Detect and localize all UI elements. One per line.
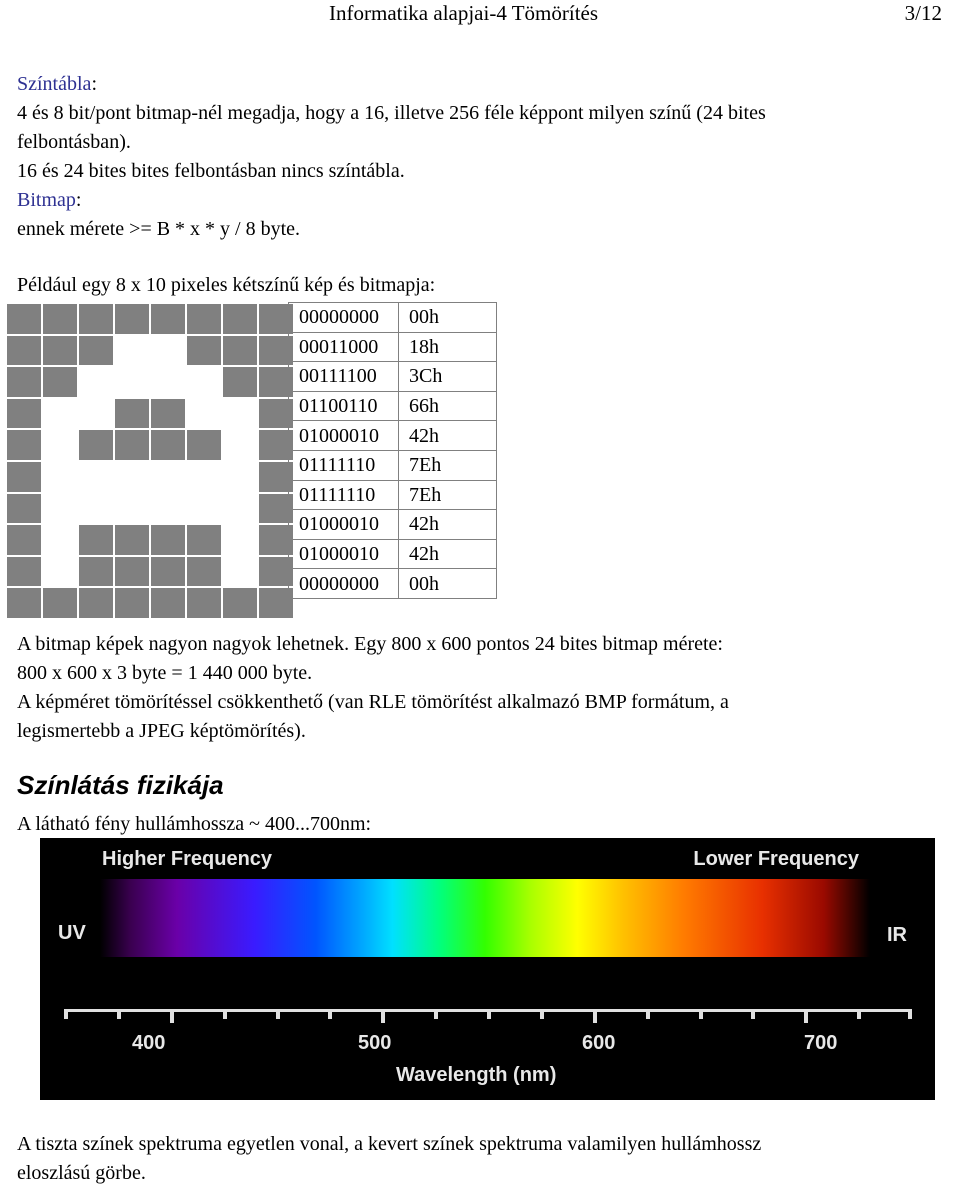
pixel-cell [78, 493, 114, 525]
hex-cell: 3Ch [399, 362, 497, 392]
pixel-cell [150, 461, 186, 493]
pixel-cell [222, 429, 258, 461]
axis-tick [487, 1009, 491, 1019]
pixel-cell [6, 556, 42, 588]
binary-cell: 01000010 [289, 421, 399, 451]
pixel-cell [186, 335, 222, 367]
axis-tick [276, 1009, 280, 1019]
axis-tick [646, 1009, 650, 1019]
hex-cell: 7Eh [399, 450, 497, 480]
pixel-cell [78, 587, 114, 619]
closing-line-1: A tiszta színek spektruma egyetlen vonal, a kevert színek spektruma valamilyen hullámhossz [17, 1133, 762, 1155]
tick-label-400: 400 [132, 1032, 166, 1054]
axis-tick [751, 1009, 755, 1019]
pixel-cell [6, 587, 42, 619]
pixel-cell [186, 429, 222, 461]
pixel-cell [150, 524, 186, 556]
pixel-cell [150, 587, 186, 619]
pixel-cell [114, 461, 150, 493]
pixel-cell [114, 587, 150, 619]
pixel-row [6, 398, 294, 430]
axis-tick [381, 1009, 385, 1023]
after-line-2: 800 x 600 x 3 byte = 1 440 000 byte. [17, 662, 313, 684]
table-row [289, 510, 497, 540]
table-row [289, 303, 497, 333]
table-row [289, 569, 497, 599]
axis-tick [170, 1009, 174, 1023]
pixel-row [6, 587, 294, 619]
hex-cell: 7Eh [399, 480, 497, 510]
table-row [289, 332, 497, 362]
axis-tick [699, 1009, 703, 1019]
pixel-cell [222, 493, 258, 525]
bitmap-table [288, 302, 497, 599]
palette-line-1: 4 és 8 bit/pont bitmap-nél megadja, hogy a 16, illetve 256 féle képpont milyen színű (24 bites [17, 102, 766, 124]
pixel-cell [186, 398, 222, 430]
binary-cell: 01111110 [289, 450, 399, 480]
pixel-cell [186, 493, 222, 525]
pixel-cell [186, 461, 222, 493]
bitmap-label: Bitmap [17, 189, 76, 211]
pixel-cell [78, 461, 114, 493]
pixel-cell [78, 303, 114, 335]
binary-cell: 01000010 [289, 539, 399, 569]
uv-label: UV [58, 922, 86, 944]
palette-line-3: 16 és 24 bites bites felbontásban nincs színtábla. [17, 160, 405, 182]
binary-cell: 00011000 [289, 332, 399, 362]
pixel-cell [222, 398, 258, 430]
pixel-cell [150, 303, 186, 335]
pixel-cell [222, 303, 258, 335]
table-row [289, 450, 497, 480]
pixel-cell [222, 524, 258, 556]
header-title: Informatika alapjai-4 Tömörítés [329, 1, 599, 25]
section-heading: Színlátás fizikája [17, 770, 224, 800]
pixel-cell [114, 398, 150, 430]
table-row [289, 391, 497, 421]
bitmap-line-1: ennek mérete >= B * x * y / 8 byte. [17, 218, 301, 240]
pixel-cell [114, 335, 150, 367]
pixel-cell [78, 398, 114, 430]
pixel-row [6, 524, 294, 556]
pixel-cell [222, 335, 258, 367]
lower-frequency-label: Lower Frequency [693, 848, 859, 870]
pixel-cell [6, 398, 42, 430]
tick-label-500: 500 [358, 1032, 392, 1054]
pixel-cell [6, 493, 42, 525]
pixel-cell [150, 493, 186, 525]
ir-label: IR [887, 924, 907, 946]
binary-cell: 00111100 [289, 362, 399, 392]
pixel-cell [42, 429, 78, 461]
pixel-cell [186, 556, 222, 588]
binary-cell: 01111110 [289, 480, 399, 510]
example-caption: Például egy 8 x 10 pixeles kétszínű kép és bitmapja: [17, 274, 436, 296]
pixel-cell [114, 429, 150, 461]
pixel-cell [42, 524, 78, 556]
pixel-cell [6, 303, 42, 335]
axis-tick [328, 1009, 332, 1019]
axis-tick [540, 1009, 544, 1019]
pixel-cell [114, 524, 150, 556]
pixel-cell [186, 524, 222, 556]
pixel-row [6, 335, 294, 367]
spectrum-band [100, 879, 870, 957]
binary-cell: 01100110 [289, 391, 399, 421]
pixel-row [6, 429, 294, 461]
table-row [289, 539, 497, 569]
higher-frequency-label: Higher Frequency [102, 848, 273, 870]
binary-cell: 00000000 [289, 303, 399, 333]
pixel-cell [78, 366, 114, 398]
table-row [289, 362, 497, 392]
axis-tick [223, 1009, 227, 1019]
closing-line-2: eloszlású görbe. [17, 1162, 146, 1184]
hex-cell: 66h [399, 391, 497, 421]
binary-cell: 01000010 [289, 510, 399, 540]
pixel-cell [150, 556, 186, 588]
pixel-cell [114, 303, 150, 335]
palette-label: Színtábla [17, 73, 92, 95]
palette-line-2: felbontásban). [17, 131, 131, 153]
pixel-cell [186, 303, 222, 335]
pixel-cell [114, 556, 150, 588]
pixel-cell [150, 335, 186, 367]
axis-tick [64, 1009, 68, 1019]
palette-label-line: Színtábla: [17, 73, 97, 95]
pixel-cell [42, 461, 78, 493]
pixel-row [6, 556, 294, 588]
axis-tick [857, 1009, 861, 1019]
pixel-row [6, 493, 294, 525]
pixel-cell [6, 461, 42, 493]
pixel-cell [78, 335, 114, 367]
pixel-row [6, 461, 294, 493]
visible-light-line: A látható fény hullámhossza ~ 400...700nm: [17, 813, 372, 835]
tick-label-700: 700 [804, 1032, 838, 1054]
pixel-cell [42, 303, 78, 335]
pixel-cell [222, 366, 258, 398]
pixel-cell [222, 587, 258, 619]
pixel-cell [42, 493, 78, 525]
pixel-cell [222, 556, 258, 588]
axis-tick [117, 1009, 121, 1019]
pixel-cell [6, 335, 42, 367]
pixel-row [6, 366, 294, 398]
bitmap-label-line: Bitmap: [17, 189, 82, 211]
wavelength-axis [66, 1009, 912, 1012]
spectrum-figure [40, 838, 935, 1100]
table-row [289, 421, 497, 451]
hex-cell: 42h [399, 539, 497, 569]
pixel-cell [150, 398, 186, 430]
pixel-cell [6, 429, 42, 461]
after-line-3: A képméret tömörítéssel csökkenthető (van RLE tömörítést alkalmazó BMP formátum, a [17, 691, 729, 713]
tick-label-600: 600 [582, 1032, 616, 1054]
pixel-cell [186, 366, 222, 398]
pixel-cell [42, 366, 78, 398]
pixel-cell [150, 429, 186, 461]
hex-cell: 42h [399, 421, 497, 451]
pixel-cell [42, 556, 78, 588]
pixel-cell [114, 366, 150, 398]
pixel-row [6, 303, 294, 335]
pixel-cell [78, 556, 114, 588]
pixel-cell [42, 335, 78, 367]
pixel-cell [78, 429, 114, 461]
axis-tick [434, 1009, 438, 1019]
pixel-cell [150, 366, 186, 398]
hex-cell: 00h [399, 569, 497, 599]
pixel-grid [5, 302, 295, 620]
pixel-cell [78, 524, 114, 556]
pixel-cell [42, 587, 78, 619]
pixel-cell [6, 366, 42, 398]
hex-cell: 18h [399, 332, 497, 362]
pixel-cell [186, 587, 222, 619]
axis-tick [804, 1009, 808, 1023]
after-line-1: A bitmap képek nagyon nagyok lehetnek. Egy 800 x 600 pontos 24 bites bitmap mérete: [17, 633, 723, 655]
table-row [289, 480, 497, 510]
page-number: 3/12 [904, 1, 942, 25]
axis-tick [593, 1009, 597, 1023]
pixel-cell [114, 493, 150, 525]
pixel-cell [42, 398, 78, 430]
binary-cell: 00000000 [289, 569, 399, 599]
axis-tick [908, 1009, 912, 1019]
pixel-cell [6, 524, 42, 556]
hex-cell: 42h [399, 510, 497, 540]
pixel-cell [222, 461, 258, 493]
wavelength-label: Wavelength (nm) [396, 1064, 557, 1086]
hex-cell: 00h [399, 303, 497, 333]
after-line-4: legismertebb a JPEG képtömörítés). [17, 720, 306, 742]
